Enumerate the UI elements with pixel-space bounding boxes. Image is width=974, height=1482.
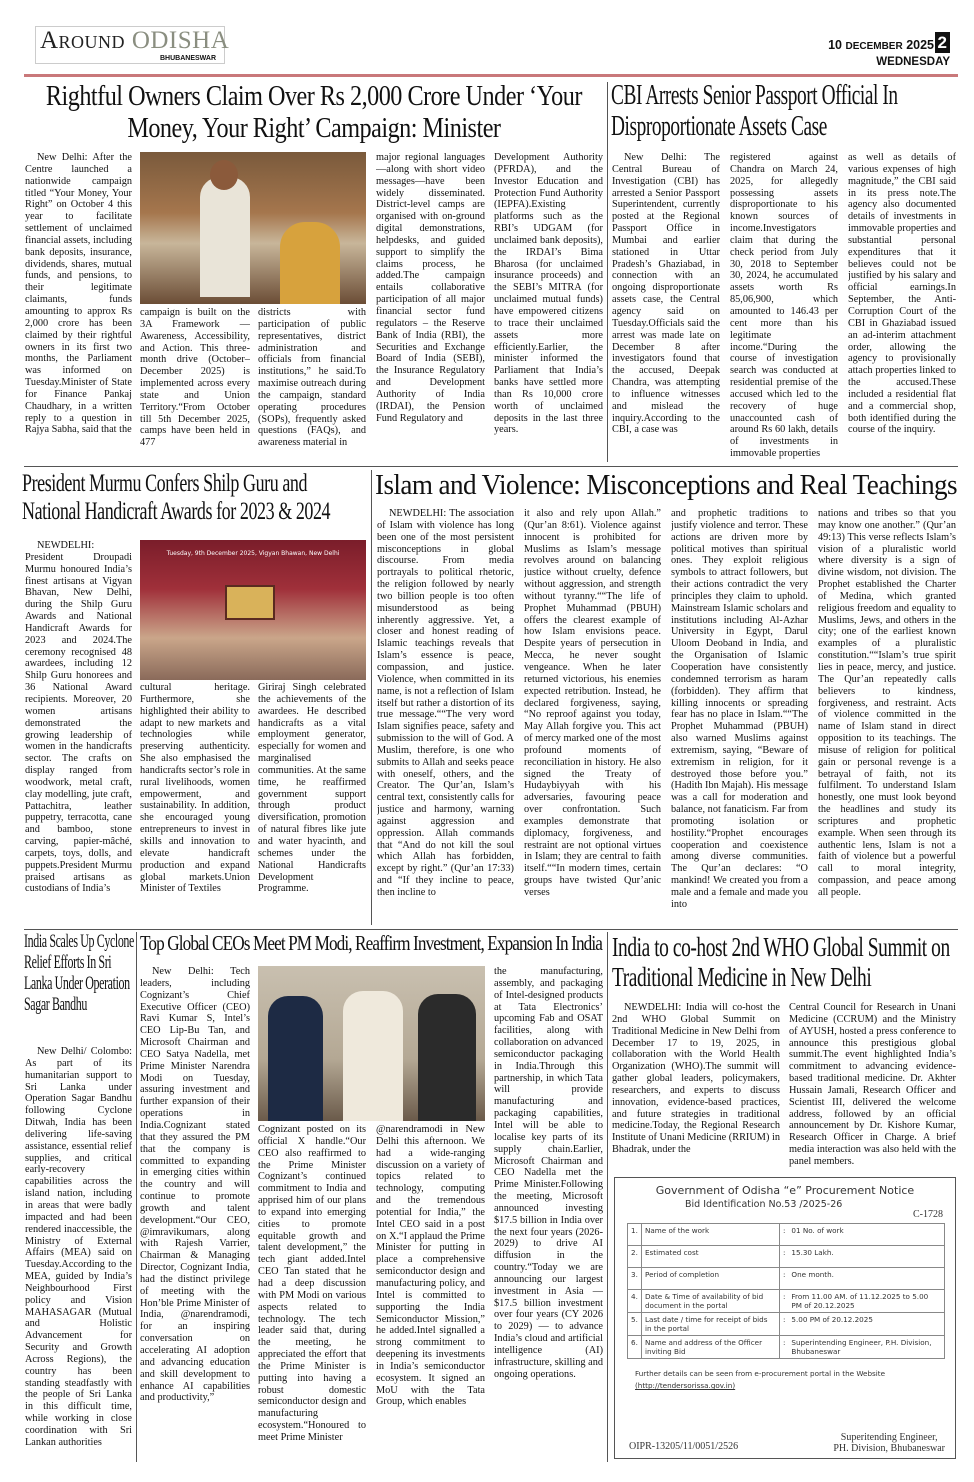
- headline-murmu-awards: President Murmu Confers Shilp Guru and National Handicraft Awards for 2023 & 2024: [22, 470, 331, 525]
- column-divider: [607, 932, 608, 1462]
- article-column: New Delhi: After the Centre launched a nationwide campaign titled “Your Money, Your Right” on October 4 this year to facilitate settlement of unclaimed financial assets, including bank deposits, insurance, dividends, shares, mutual funds, and pensions, to their legitimate claimants, funds amounting to approx Rs 2,000 crore has been claimed by their rightful owners in its first two months, the Parliament was informed on Tuesday.Minister of State for Finance Pankaj Chaudhary, in a written reply to a question in Rajya Sabha, said that the: [25, 152, 132, 436]
- notice-row: 5. Last date / time for receipt of bids in the portal : 5.00 PM of 20.12.2025: [628, 1313, 945, 1336]
- photo-banner-text: Tuesday, 9th December 2025, Vigyan Bhawan, New Delhi: [166, 550, 340, 557]
- masthead-rule: [24, 74, 958, 77]
- notice-website-link[interactable]: (http://tendersorissa.gov.in): [635, 1381, 736, 1390]
- article-column: and prophetic traditions to justify violence and terror. These actions are driven more by political motives than spiritual ones. They exploit religious symbols to attract followers, but their actions contradict the very principles they claim to uphold. Mainstream Islamic scholars and institutions including Al-Azhar University in Egypt, Darul Uloom Deoband in India, and the Organisation of Islamic Cooperation have consistently condemned terrorism as haram (forbidden). They affirm that killing innocents or spreading fear has no place in Islam.““The Prophet Muhammad (PBUH) also warned Muslims against extremism, saying, “Beware of extremism in religion, for it destroyed those before you.” (Hadith Ibn Majah). His message was a call for moderation and balance, not fanaticism. Far from promoting isolation or hostility.“Prophet encourages cooperation and coexistence among diverse communities. The Qur’an declares: “O mankind! We created you from a male and a female and made you into: [671, 508, 808, 910]
- masthead-logo: [35, 26, 230, 64]
- article-column: it also and rely upon Allah.” (Qur’an 8:61). Violence against innocent is prohibited for Muslims as Islam’s message revolves around on balancing justice without cruelty, defence without aggression, and strength without tyranny.““The life of Prophet Muhammad (PBUH) offers the clearest example of how Islam envisions peace. Despite years of persecution in Mecca, he never sought vengeance. When he later returned victorious, his enemies expected retribution. Instead, he declared forgiveness, saying, “No reproof against you today, May Allah forgive you. This act of mercy marked one of the most profound moments of reconciliation in history. He also signed the Treaty of Hudaybiyyah with his adversaries, favouring peace over confrontation. Such examples demonstrate that diplomacy, forgiveness, and restraint are not optional virtues in Islam; they are central to faith itself.““In modern times, certain groups have twisted Qur’anic verses: [524, 508, 661, 898]
- article-column: Central Council for Research in Unani Medicine (CCRUM) and the Ministry of AYUSH, hosted a press conference to announce this prestigious global summit.The event highlighted India’s commitment to advancing evidence-based traditional medicine. Dr. Akhter Hussain Jamali, Research Officer and Scientist III, delivered the welcome address, followed by an official announcement by Dr. Kishore Kumar, Research Officer in Charge. A brief media interaction was also held with the panel members.: [789, 1002, 956, 1167]
- logo-word-1: Around: [40, 27, 126, 54]
- notice-row: 2. Estimated cost : 15.30 Lakh.: [628, 1246, 945, 1268]
- column-divider: [371, 470, 372, 925]
- logo-word-2: ODISHA: [131, 27, 230, 54]
- notice-further-details: Further details can be seen from e-procurement portal in the Website: [635, 1369, 885, 1378]
- article-column: registered against Chandra on March 24, 2025, for allegedly possessing assets disproportionate to his known sources of income.Investigators claim that during the check period from July 30, 2018 to September 30, 2024, he accumulated assets worth Rs 85,06,900, which amounted to 146.43 per cent more than his legitimate income.“During the course of investigation search was conducted at residential premise of the accused which led to the recovery of huge unaccounted cash of around Rs 60 lakh, details of investments in immovable properties: [730, 152, 838, 460]
- article-column: Giriraj Singh celebrated the achievements of the awardees. He described handicrafts as a vital employment generator, especially for women and marginalised communities. At the same time, he reaffirmed government support through product diversification, promotion of natural fibres like jute and water hyacinth, and schemes under the National Handicrafts Development Programme.: [258, 682, 366, 895]
- article-column: @narendramodi in New Delhi this afternoon. We had a wide-ranging discussion on a variety of topics related to technology, computing and the tremendous potential for India,” the Intel CEO said in a post on X.“I applaud the Prime Minister for putting in place a comprehensive semiconductor design and manufacturing policy, and Intel is committed to supporting the India Semiconductor Mission,” he added.Intel signalled a strong commitment to deepening its investments in India’s semiconductor ecosystem. It signed an MoU with the Tata Group, which enables: [376, 1124, 485, 1408]
- article-column: cultural heritage. Furthermore, she highlighted their ability to adapt to new markets and technologies while preserving authenticity. She also emphasised the handicrafts sector’s role in rural livelihoods, women empowerment, and sustainability. In addition, she encouraged young entrepreneurs to invest in skills and innovation to elevate handicraft production and expand global markets.Union Minister of Textiles: [140, 682, 250, 895]
- photo-awards-ceremony: [140, 540, 366, 680]
- article-column: nations and tribes so that you may know one another.” (Qur’an 49:13) This verse reflects Islam’s vision of a pluralistic world where diversity is a sign of divine wisdom, not division. The Prophet established the Charter of Medina, which granted religious freedom and equality to Muslims, Jews, and others in the city; one of the earliest known examples of a pluralistic constitution.““Islam’s true spirit lies in peace, mercy, and justice. The Qur’an repeatedly calls believers to kindness, forgiveness, and restraint. Acts of violence committed in the name of Islam stand in direct opposition to its teachings. The misuse of religion for political gain or personal revenge is a betrayal of faith, not its fulfilment. To understand Islam honestly, one must look beyond the headlines and study its scriptures and prophetic example. When seen through its authentic lens, Islam is not a faith of violence but a powerful call to moral integrity, compassion, and peace among all people.: [818, 508, 956, 898]
- row-divider: [24, 929, 958, 930]
- notice-bid-id: Bid Identification No.53 /2025-26: [685, 1199, 843, 1210]
- notice-table: [627, 1223, 945, 1359]
- notice-row: 6. Name and address of the Officer inviting Bid : Superintending Engineer, P.H. Division, Bhubaneswar: [628, 1336, 945, 1359]
- row-divider: [24, 466, 958, 467]
- notice-code: C-1728: [913, 1209, 943, 1220]
- logo-city: BHUBANESWAR: [160, 55, 216, 62]
- article-column: New Delhi: Tech leaders, including Cognizant’s Chief Executive Officer (CEO) Ravi Kumar S, Intel’s CEO Lip-Bu Tan, and Microsoft Chairman and CEO Satya Nadella, met Prime Minister Narendra Modi on Tuesday, assuring investment and further expansion of their operations in India.Cognizant stated that they assured the PM that the company is committed to expanding in emerging cities within the country and will continue to promote growth and talent development.“Our CEO, @imravikumars, along with Rajesh Varrier, Chairman & Managing Director, Cognizant India, had the distinct privilege of meeting with the Hon’ble Prime Minister of India, @narendramodi, for an inspiring conversation on accelerating AI adoption and advancing education and skill development to enhance AI capabilities and productivity,”: [140, 966, 250, 1404]
- notice-reference: OIPR-13205/11/0051/2526: [629, 1441, 739, 1452]
- notice-row: 3. Period of completion : One month.: [628, 1268, 945, 1290]
- notice-row: 1. Name of the work : 01 No. of work: [628, 1224, 945, 1246]
- article-column: campaign is built on the 3A Framework — Awareness, Accessibility, and Action. This three-month drive (October–December 2025) is implemented across every state and Union Territory.“From October till 5th December 2025, camps have been held in 477: [140, 307, 250, 449]
- article-column: districts with participation of public representatives, district administration and officials from financial institutions,” he said.To maximise outreach during the campaign, standard operating procedures (SOPs), frequently asked questions (FAQs), and awareness material in: [258, 307, 366, 449]
- headline-ceos-meet-modi: Top Global CEOs Meet PM Modi, Reaffirm Investment, Expansion In India: [140, 931, 602, 955]
- article-column: NEWDELHI: The association of Islam with violence has long been one of the most persistent misconceptions in global discourse. From media portrayals to political rhetoric, the religion followed by nearly two billion people is too often misunderstood as being inherently aggressive. Yet, a closer and honest reading of Islamic teachings reveals that Islam’s essence is peace, compassion, and justice. Violence, when committed in its name, is not a reflection of Islam itself but rather a distortion of its true message.““The very word Islam signifies peace, safety and submission to the will of God. A Muslim, therefore, is one who submits to Allah and seeks peace with oneself, others, and the Creator. The Qur’an, Islam’s central text, consistently calls for justice and harmony, warning against aggression and oppression. Allah commands that “And do not kill the soul which Allah has forbidden, except by right.” (Qur’an 17:33) and “If they incline to peace, then incline to: [377, 508, 514, 898]
- article-column: NEWDELHI: India will co-host the 2nd WHO Global Summit on Traditional Medicine in New Delhi from December 17 to 19, 2025, in collaboration with the World Health Organization (WHO).The summit will gather global leaders, policymakers, researchers, and experts to discuss innovation, evidence-based practices, and future strategies in traditional medicine.Today, the Regional Research Institute of Unani Medicine (RRIUM) in Bhadrak, under the: [612, 1002, 780, 1156]
- article-column: as well as details of various expenses of high magnitude,” the CBI said in its press note.The agency also documented details of investments in immovable properties and substantial personal expenditures that it believes could not be justified by his salary and official earnings.In September, the Anti-Corruption Court of the CBI in Ghaziabad issued an ad-interim attachment order, allowing the agency to provisionally attach properties linked to the accused.These included a residential flat and a commercial shop, both identified during the course of the inquiry.: [848, 152, 956, 436]
- article-column: New Delhi/ Colombo: As part of its humanitarian support to Sri Lanka under Operation Sagar Bandhu following Cyclone Ditwah, India has been delivering life-saving assistance, essential relief supplies, and critical early-recovery capabilities across the island nation, including in areas that were badly impacted and had been rendered inaccessible, the Ministry of External Affairs (MEA) said on Tuesday.According to the MEA, guided by India’s Neighbourhood First policy and Vision MAHASAGAR (Mutual and Holistic Advancement for Security and Growth Across Regions), the country has been standing steadfastly with the people of Sri Lanka in this difficult time, while working in close coordination with Sri Lankan authorities: [25, 1046, 132, 1448]
- headline-srilanka-relief: India Scales Up Cyclone Relief Efforts In Sri Lanka Under Operation Sagar Bandhu: [24, 931, 134, 1015]
- headline-cbi-arrests: CBI Arrests Senior Passport Official In Disproportionate Assets Case: [611, 80, 898, 143]
- issue-date: 10 DECEMBER 2025: [828, 38, 934, 52]
- photo-pm-with-ceos: [258, 966, 485, 1121]
- issue-weekday: WEDNESDAY: [876, 56, 950, 68]
- article-column: Cognizant posted on its official X handle.“Our CEO also reaffirmed to the Prime Minister Cognizant’s continued commitment to India and apprised him of our plans to expand into emerging cities to promote equitable growth and talent development,” the tech giant added.Intel CEO Tan stated that he had a deep discussion with PM Modi on various aspects related to technology. The tech leader said that, during the meeting, he appreciated the effort that the Prime Minister is putting into having a robust domestic semiconductor design and manufacturing ecosystem.“Honoured to meet Prime Minister: [258, 1124, 366, 1443]
- page-number: 2: [935, 32, 950, 53]
- headline-islam-violence: Islam and Violence: Misconceptions and Real Teachings: [375, 470, 957, 501]
- notice-row: 4. Date & Time of availability of bid document in the portal : From 11.00 AM. of 11.12.2025 to 5.00 PM of 20.12.2025: [628, 1290, 945, 1313]
- column-divider: [136, 932, 137, 1462]
- photo-minister-parliament: [140, 152, 366, 304]
- article-column: the manufacturing, assembly, and packaging of Intel-designed products at Tata Electronics’ upcoming Fab and OSAT facilities, along with collaboration on advanced semiconductor packaging in India.Through this partnership, in which Tata will provide manufacturing and packaging capabilities, Intel will be able to localise key parts of its supply chain.Earlier, Microsoft Chairman and CEO Nadella met the Prime Minister.Following the meeting, Microsoft announced investing $17.5 billion in India over the next four years (2026-2029) to drive AI diffusion in the country.“Today we are announcing our largest investment in Asia — $17.5 billion investment over four years (CY 2026 to 2029) — to advance India’s cloud and artificial intelligence (AI) infrastructure, skilling and ongoing operations.: [494, 966, 603, 1380]
- notice-signatory: Superitending Engineer, PH. Division, Bhubaneswar: [833, 1432, 945, 1454]
- article-column: NEWDELHI: President Droupadi Murmu honoured India’s finest artisans at Vigyan Bhavan, New Delhi, during the Shilp Guru Awards and National Handicraft Awards for 2023 and 2024.The ceremony recognised 48 awardees, including 12 Shilp Guru honorees and 36 National Award recipients. Moreover, 20 women artisans demonstrated the growing leadership of women in the handicrafts sector. The crafts on display ranged from woodwork, metal craft, clay modelling, jute craft, Pattachitra, leather puppetry, terracotta, cane and bamboo, stone carving, papier-mâché, carpets, toys, dolls, and puppets.President Murmu praised artisans as custodians of India’s: [25, 540, 132, 895]
- headline-rightful-owners: Rightful Owners Claim Over Rs 2,000 Crore Under ‘Your Money, Your Right’ Campaign: Minister: [45, 80, 582, 145]
- article-column: major regional languages—along with short video messages—have been widely disseminated. District-level camps are organised with on-ground digital demonstrations, helpdesks, and guided support to simplify the claims process, he added.The campaign entails collaborative participation of all major financial sector fund regulators – the Reserve Bank of India (RBI), the Securities and Exchange Board of India (SEBI), the Insurance Regulatory and Development Authority of India (IRDAI), the Pension Fund Regulatory and: [376, 152, 485, 424]
- headline-who-summit: India to co-host 2nd WHO Global Summit on Traditional Medicine in New Delhi: [612, 932, 950, 993]
- article-column: Development Authority (PFRDA), and the Investor Education and Protection Fund Authority (IEPFA).Existing platforms such as the RBI’s UDGAM (for unclaimed bank deposits), the IRDAI’s Bima Bharosa (for unclaimed insurance proceeds) and the SEBI’s MITRA (for unclaimed mutual funds) have empowered citizens to trace their unclaimed assets more efficiently.Earlier, the minister informed the Parliament that India’s banks have settled more than Rs 10,000 crore worth of unclaimed deposits in the last three years.: [494, 152, 603, 436]
- notice-title: Government of Odisha “e” Procurement Notice: [655, 1184, 915, 1197]
- article-column: New Delhi: The Central Bureau of Investigation (CBI) has arrested a Senior Passport Superintendent, currently posted at the Regional Passport Office in Mumbai and earlier stationed in Uttar Pradesh’s Ghaziabad, in connection with an ongoing disproportionate assets case, the Central agency said on Tuesday.Officials said the arrest was made late on December 8 after investigators found that the accused, Deepak Chandra, was attempting to influence witnesses and mislead the inquiry.According to the CBI, a case was: [612, 152, 720, 436]
- procurement-notice: [614, 1177, 956, 1459]
- column-divider: [607, 82, 608, 462]
